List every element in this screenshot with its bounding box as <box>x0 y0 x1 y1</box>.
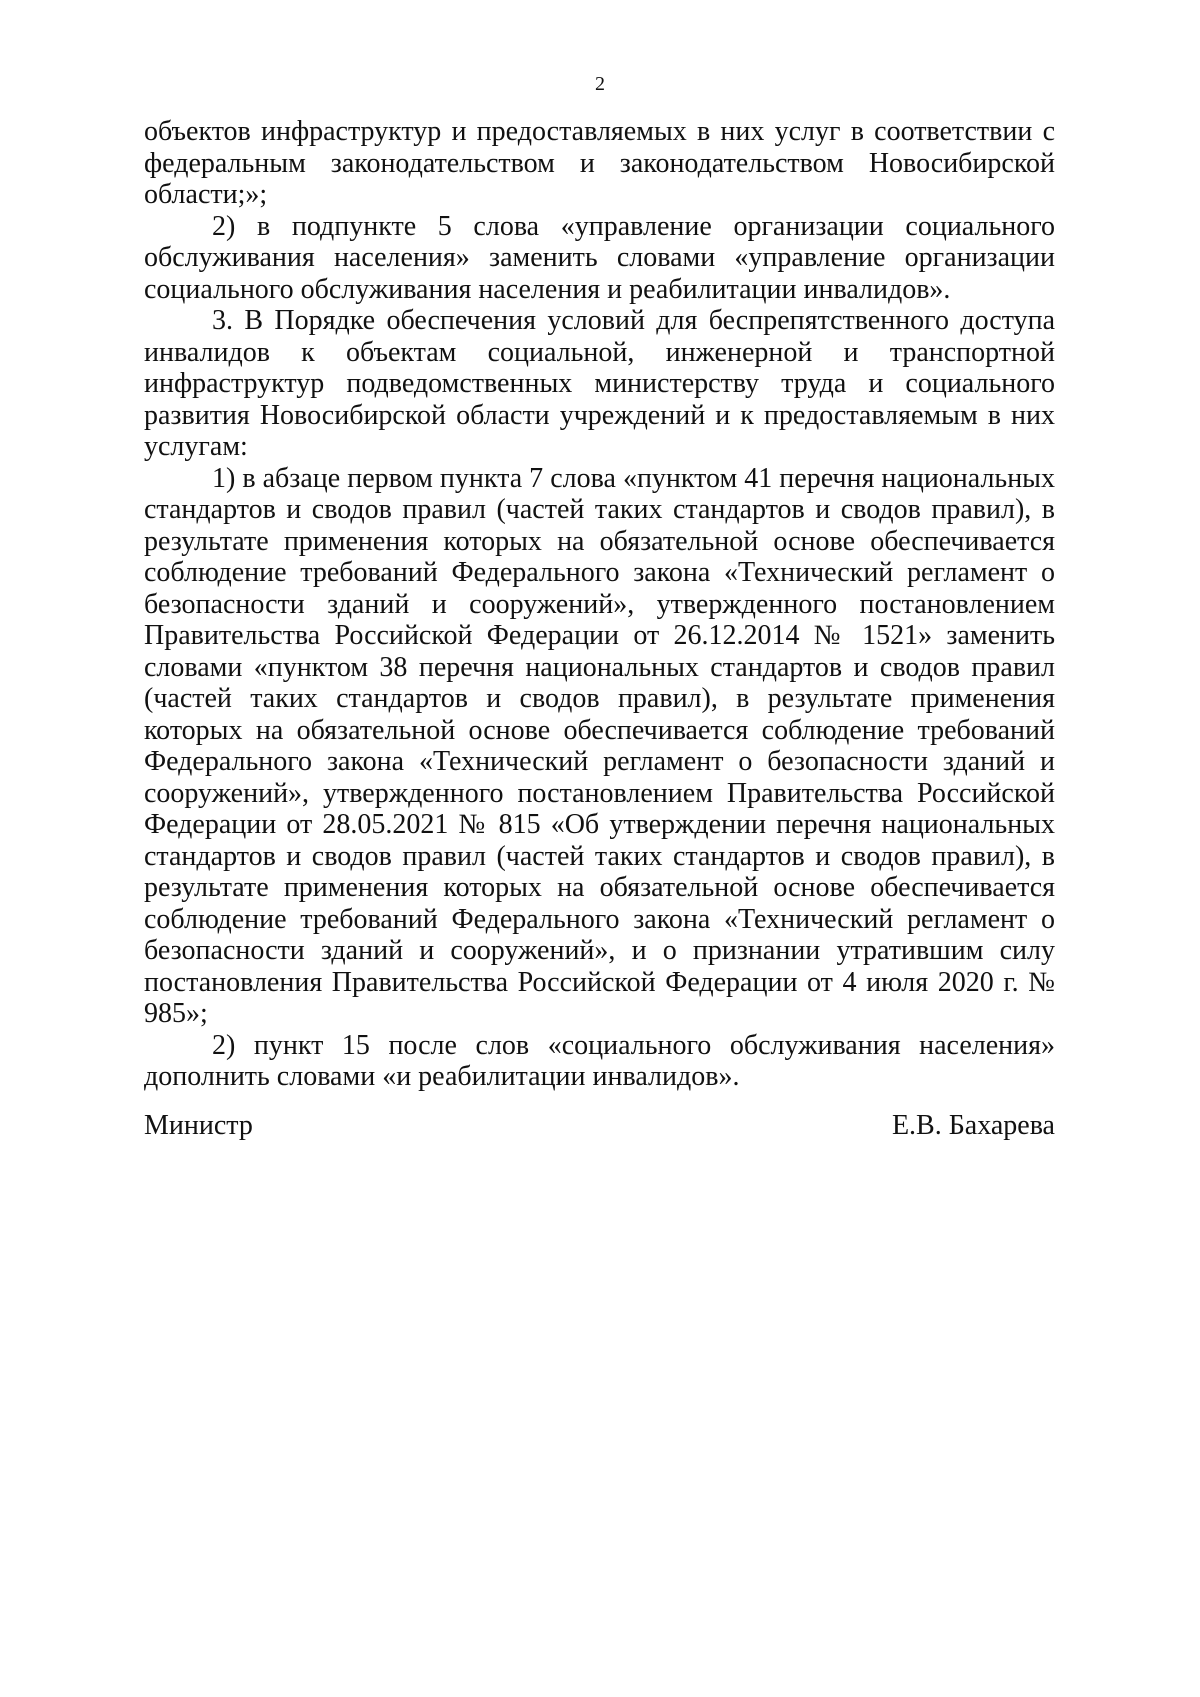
signature-block <box>144 1110 1055 1142</box>
paragraph-continuation: объектов инфраструктур и предоставляемых в них услуг в соответствии с федеральным законодательством и законодательством Новосибирской области;»; <box>144 116 1055 210</box>
paragraph-subitem-1: 1) в абзаце первом пункта 7 слова «пунктом 41 перечня национальных стандартов и сводов правил (частей таких стандартов и сводов правил), в результате применения которых на обязательной основе обеспечивается соблюдение требований Федерального закона «Технический регламент о безопасности зданий и сооружений», утвержденного постановлением Правительства Российской Федерации от 26.12.2014 № 1521» заменить словами «пунктом 38 перечня национальных стандартов и сводов правил (частей таких стандартов и сводов правил), в результате применения которых на обязательной основе обеспечивается соблюдение требований Федерального закона «Технический регламент о безопасности зданий и сооружений», утвержденного постановлением Правительства Российской Федерации от 28.05.2021 № 815 «Об утверждении перечня национальных стандартов и сводов правил (частей таких стандартов и сводов правил), в результате применения которых на обязательной основе обеспечивается соблюдение требований Федерального закона «Технический регламент о безопасности зданий и сооружений», и о признании утратившим силу постановления Правительства Российской Федерации от 4 июля 2020 г. № 985»; <box>144 462 1055 1029</box>
paragraph-section-3: 3. В Порядке обеспечения условий для беспрепятственного доступа инвалидов к объектам социальной, инженерной и транспортной инфраструктур подведомственных министерству труда и социального развития Новосибирской области учреждений и к предоставляемым в них услугам: <box>144 305 1055 462</box>
signatory-name: Е.В. Бахарева <box>891 1110 1055 1141</box>
paragraph-subitem-2: 2) пункт 15 после слов «социального обслуживания населения» дополнить словами «и реабилитации инвалидов». <box>144 1029 1055 1092</box>
signatory-position: Министр <box>144 1110 253 1141</box>
page-number: 2 <box>595 73 605 95</box>
document-body <box>144 116 1055 1093</box>
paragraph-item-2: 2) в подпункте 5 слова «управление организации социального обслуживания населения» заменить словами «управление организации социального обслуживания населения и реабилитации инвалидов». <box>144 210 1055 305</box>
